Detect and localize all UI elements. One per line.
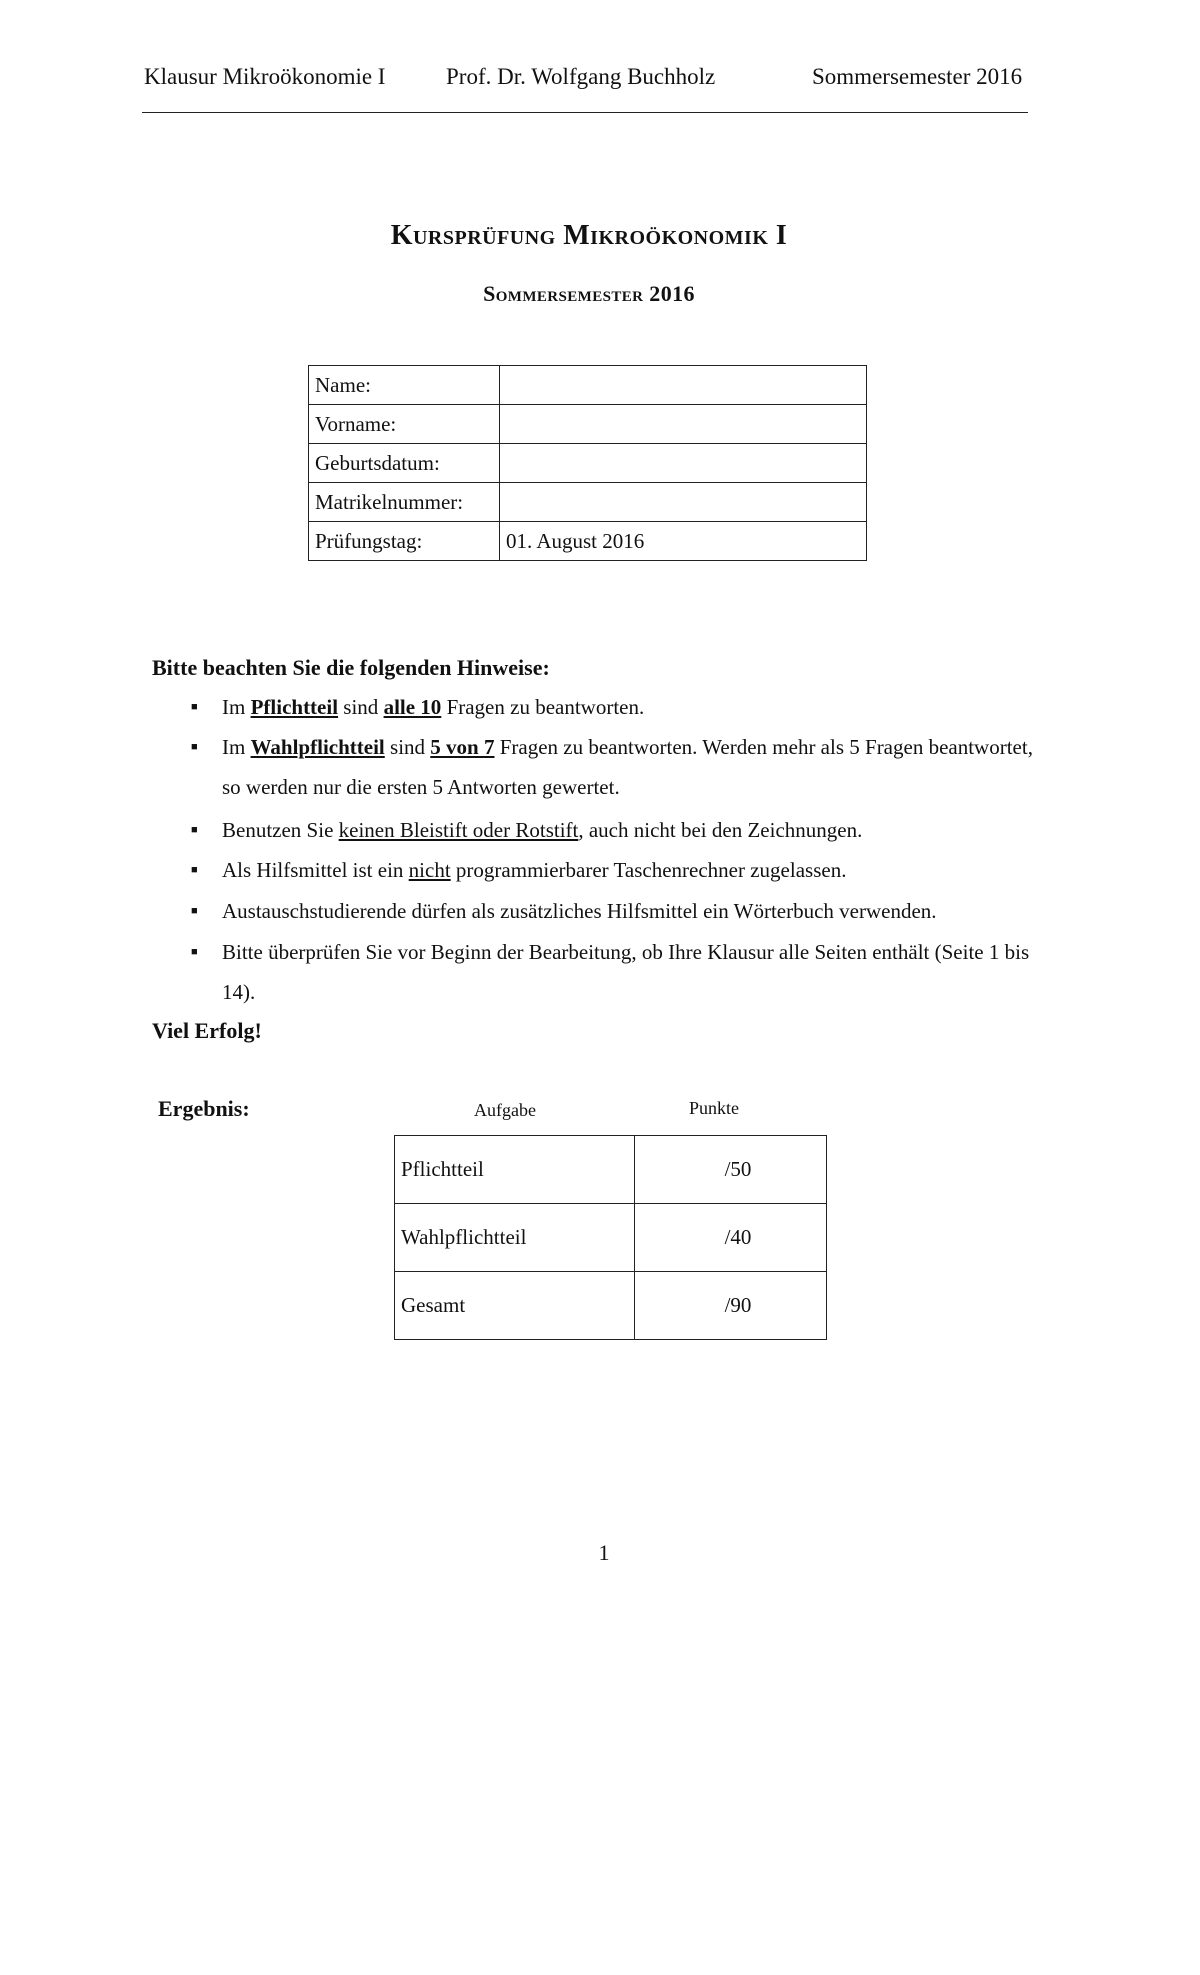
- note-item: ■ Im Pflichtteil sind alle 10 Fragen zu beantworten.: [222, 687, 1042, 727]
- info-label: Matrikelnummer:: [309, 483, 500, 522]
- bullet-icon: ■: [191, 701, 198, 713]
- info-value[interactable]: [500, 444, 867, 483]
- info-value[interactable]: [500, 405, 867, 444]
- bullet-icon: ■: [191, 741, 198, 753]
- bullet-icon: ■: [191, 864, 198, 876]
- results-row: [395, 1272, 827, 1340]
- info-row-student-id: [309, 483, 867, 522]
- info-label: Vorname:: [309, 405, 500, 444]
- note-item: ■ Als Hilfsmittel ist ein nicht programmierbarer Taschenrechner zugelassen.: [222, 850, 1042, 890]
- info-row-name: [309, 366, 867, 405]
- info-row-exam-date: [309, 522, 867, 561]
- results-task: Pflichtteil: [395, 1136, 635, 1204]
- results-row: [395, 1204, 827, 1272]
- results-row: [395, 1136, 827, 1204]
- info-label: Geburtsdatum:: [309, 444, 500, 483]
- results-task: Gesamt: [395, 1272, 635, 1340]
- note-item: ■ Benutzen Sie keinen Bleistift oder Rotstift, auch nicht bei den Zeichnungen.: [222, 810, 1042, 850]
- info-row-first-name: [309, 405, 867, 444]
- notes-heading: Bitte beachten Sie die folgenden Hinweise:: [152, 655, 550, 680]
- bullet-icon: ■: [191, 946, 198, 958]
- info-row-birthdate: [309, 444, 867, 483]
- results-task: Wahlpflichtteil: [395, 1204, 635, 1272]
- results-label: Ergebnis:: [158, 1096, 250, 1121]
- info-value[interactable]: [500, 483, 867, 522]
- closing-text: Viel Erfolg!: [152, 1018, 262, 1043]
- exam-title: Kursprüfung Mikroökonomik I: [390, 220, 788, 251]
- info-value[interactable]: [500, 366, 867, 405]
- page-number: 1: [598, 1540, 610, 1565]
- results-points: /50: [635, 1136, 827, 1204]
- bullet-icon: ■: [191, 824, 198, 836]
- header-semester: Sommersemester 2016: [812, 64, 1023, 89]
- note-item: ■ Im Wahlpflichtteil sind 5 von 7 Fragen zu beantworten. Werden mehr als 5 Fragen beantwortet, so werden nur die ersten 5 Antworten gewertet.: [222, 727, 1042, 807]
- header-lecturer: Prof. Dr. Wolfgang Buchholz: [446, 64, 716, 89]
- bullet-icon: ■: [191, 905, 198, 917]
- exam-subtitle: Sommersemester 2016: [483, 281, 695, 306]
- info-value: 01. August 2016: [500, 522, 867, 561]
- results-table: [394, 1135, 827, 1340]
- results-col-task: Aufgabe: [474, 1100, 536, 1120]
- results-col-points: Punkte: [689, 1098, 740, 1118]
- results-points: /40: [635, 1204, 827, 1272]
- note-item: ■ Austauschstudierende dürfen als zusätzliches Hilfsmittel ein Wörterbuch verwenden.: [222, 891, 1042, 931]
- info-label: Prüfungstag:: [309, 522, 500, 561]
- results-points: /90: [635, 1272, 827, 1340]
- info-label: Name:: [309, 366, 500, 405]
- personal-info-table: [308, 365, 867, 561]
- header-rule: [142, 112, 1028, 113]
- note-item: ■ Bitte überprüfen Sie vor Beginn der Bearbeitung, ob Ihre Klausur alle Seiten enthält (Seite 1 bis 14).: [222, 932, 1042, 1012]
- header-course: Klausur Mikroökonomie I: [144, 64, 386, 89]
